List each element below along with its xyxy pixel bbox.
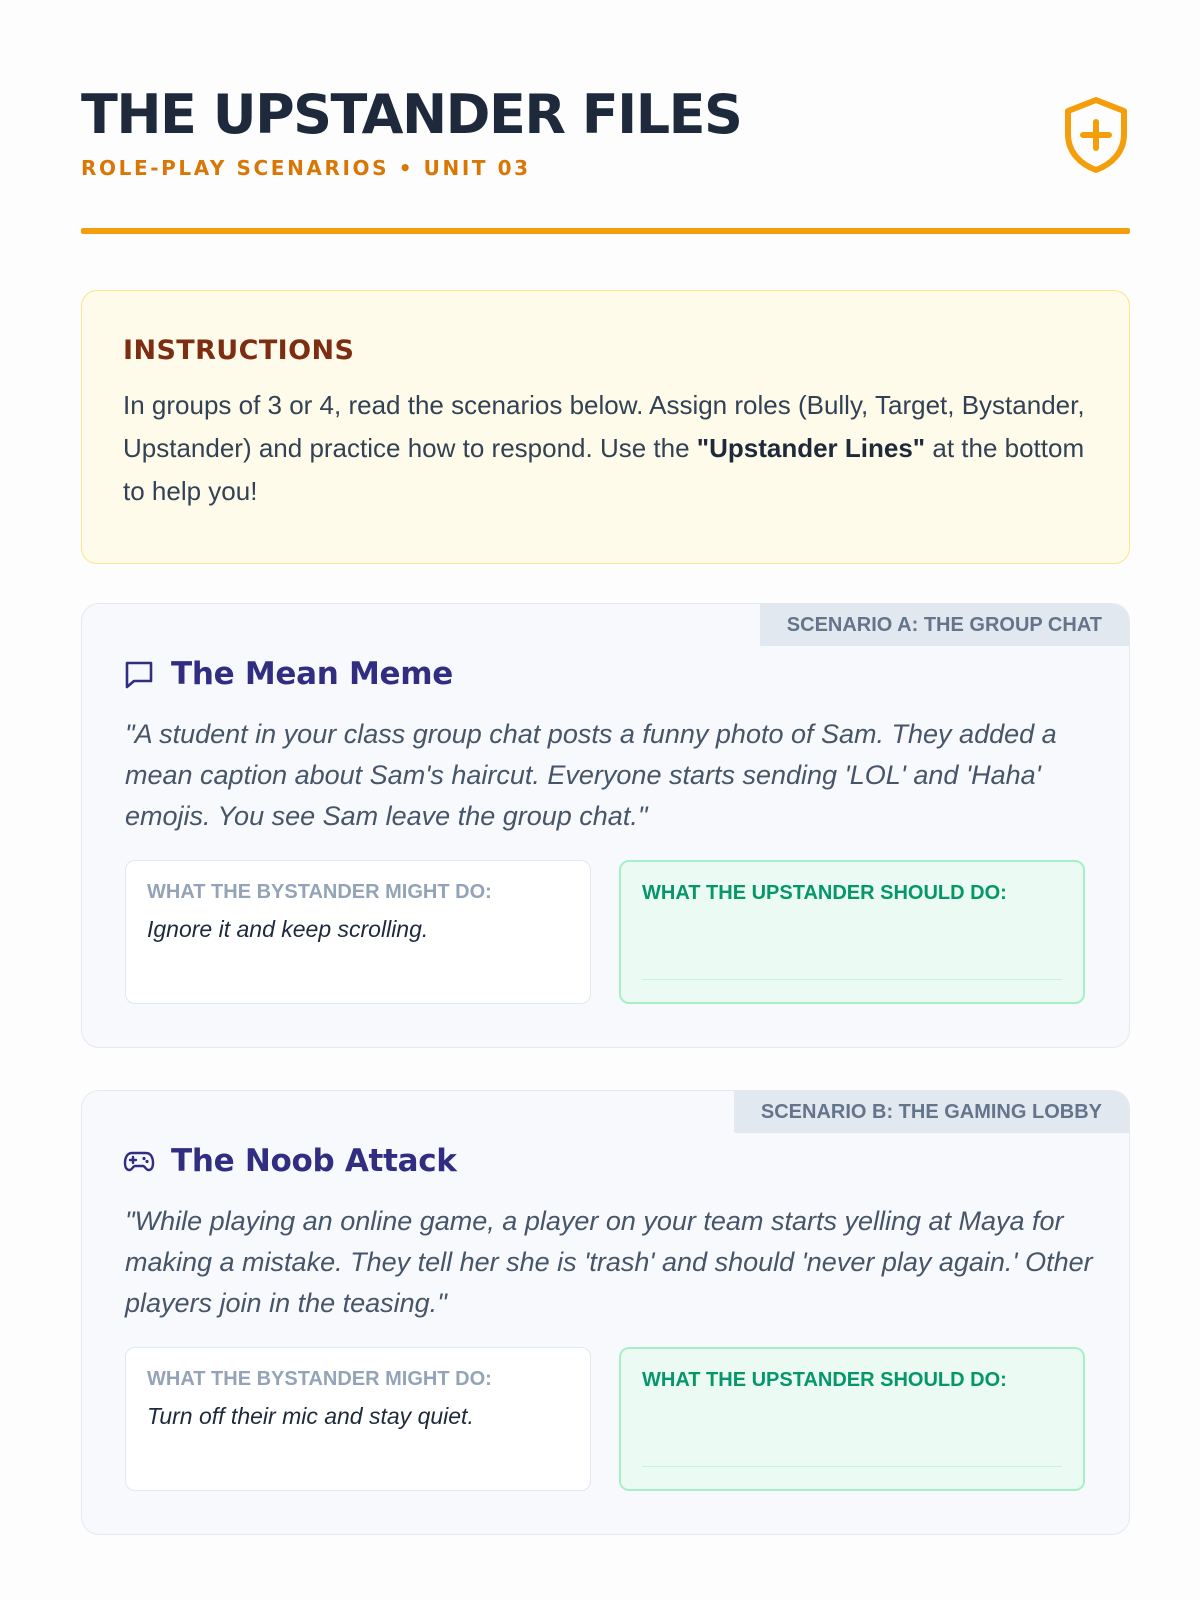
- instructions-heading: INSTRUCTIONS: [123, 335, 355, 366]
- instructions-text: [123, 384, 1089, 513]
- upstander-label: WHAT THE UPSTANDER SHOULD DO:: [642, 1369, 1007, 1391]
- upstander-answer-box[interactable]: [619, 860, 1085, 1004]
- scenario-title-row: [123, 1141, 457, 1181]
- page-title: THE UPSTANDER FILES: [81, 83, 742, 146]
- scenario-card-a: [81, 603, 1130, 1048]
- bystander-box: [125, 1347, 591, 1491]
- shield-plus-icon: [1062, 96, 1130, 174]
- instructions-box: [81, 290, 1130, 564]
- instructions-text-bold: "Upstander Lines": [696, 433, 926, 463]
- upstander-label: WHAT THE UPSTANDER SHOULD DO:: [642, 882, 1007, 904]
- page-header: [81, 82, 1130, 236]
- bystander-label: WHAT THE BYSTANDER MIGHT DO:: [147, 1368, 492, 1390]
- scenario-card-b: [81, 1090, 1130, 1535]
- scenario-quote: "While playing an online game, a player on your team starts yelling at Maya for making a mistake. They tell her she is 'trash' and should 'never play again.' Other players join in the teasing.": [125, 1206, 1093, 1318]
- scenario-tag: SCENARIO B: THE GAMING LOBBY: [734, 1091, 1129, 1133]
- instructions-text-part: In groups of 3 or 4, read the scenarios below. Assign roles (Bully, Target, Bystander, Upstander) and practice how to respond. Use the: [123, 390, 1085, 463]
- bystander-box: [125, 860, 591, 1004]
- page-subtitle: ROLE-PLAY SCENARIOS • UNIT 03: [81, 156, 531, 180]
- header-divider: [81, 228, 1130, 234]
- gamepad-icon: [123, 1144, 157, 1178]
- upstander-answer-box[interactable]: [619, 1347, 1085, 1491]
- answer-line[interactable]: [642, 979, 1062, 980]
- scenario-title: The Noob Attack: [171, 1143, 457, 1179]
- bystander-text: Ignore it and keep scrolling.: [147, 916, 429, 942]
- scenario-quote: "A student in your class group chat posts a funny photo of Sam. They added a mean caption about Sam's haircut. Everyone starts sending 'LOL' and 'Haha' emojis. You see Sam leave the group chat.": [125, 719, 1057, 831]
- scenario-title: The Mean Meme: [171, 656, 453, 692]
- scenario-title-row: [123, 654, 453, 694]
- chat-bubble-icon: [123, 657, 157, 691]
- instructions-text-part: at the bottom to help you!: [123, 433, 1085, 506]
- bystander-text: Turn off their mic and stay quiet.: [147, 1403, 474, 1429]
- answer-line[interactable]: [642, 1466, 1062, 1467]
- bystander-label: WHAT THE BYSTANDER MIGHT DO:: [147, 881, 492, 903]
- scenario-tag: SCENARIO A: THE GROUP CHAT: [760, 604, 1129, 646]
